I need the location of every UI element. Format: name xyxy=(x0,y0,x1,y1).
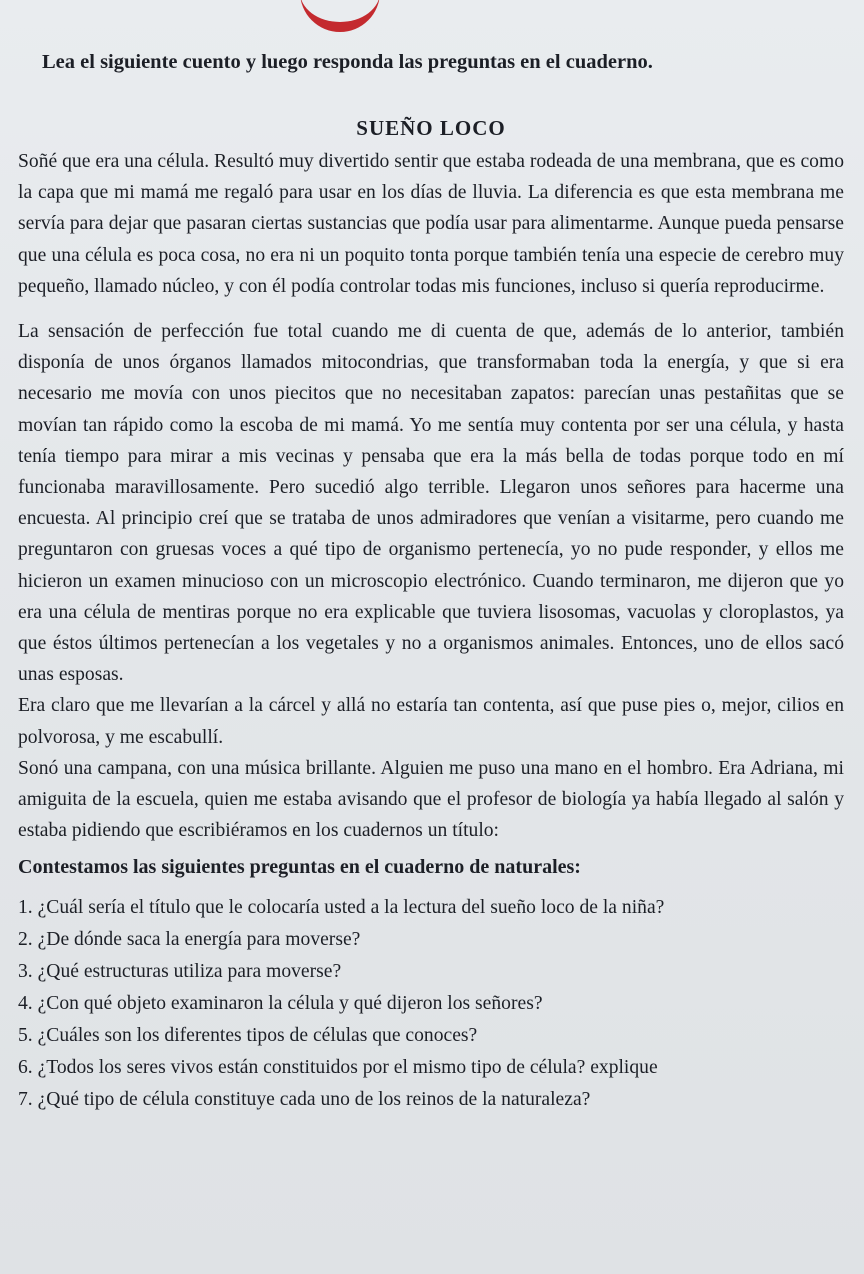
question-item-3: 3. ¿Qué estructuras utiliza para moverse? xyxy=(18,961,342,983)
question-item-5: 5. ¿Cuáles son los diferentes tipos de células que conoces? xyxy=(18,1025,478,1047)
question-item-1: 1. ¿Cuál sería el título que le colocaría usted a la lectura del sueño loco de la niña? xyxy=(18,897,665,919)
question-item-6: 6. ¿Todos los seres vivos están constituidos por el mismo tipo de célula? explique xyxy=(18,1057,658,1079)
story-paragraph-4: Sonó una campana, con una música brillante. Alguien me puso una mano en el hombro. Era Adriana, mi amiguita de la escuela, quien me estaba avisando que el profesor de biología ya había llegado al salón y estaba pidiendo que escribiéramos en los cuadernos un título: xyxy=(18,757,844,842)
instruction-text: Lea el siguiente cuento y luego responda las preguntas en el cuaderno. xyxy=(42,51,653,73)
red-corner-mark xyxy=(300,0,380,32)
story-paragraph-3: Era claro que me llevarían a la cárcel y allá no estaría tan contenta, así que puse pies o, mejor, cilios en polvorosa, y me escabullí. xyxy=(18,695,844,748)
question-item-4: 4. ¿Con qué objeto examinaron la célula y qué dijeron los señores? xyxy=(18,993,543,1015)
worksheet xyxy=(18,48,844,1116)
story-title: SUEÑO LOCO xyxy=(356,116,506,140)
question-item-7: 7. ¿Qué tipo de célula constituye cada uno de los reinos de la naturaleza? xyxy=(18,1089,591,1111)
questions-list xyxy=(18,892,844,1116)
question-item-2: 2. ¿De dónde saca la energía para moverse? xyxy=(18,929,361,951)
story-paragraph-2: La sensación de perfección fue total cuando me di cuenta de que, además de lo anterior, también disponía de unos órganos llamados mitocondrias, que transformaban toda la energía, y que si era necesario me movía con unos piecitos que no necesitaban zapatos: parecían unas pestañitas que se movían tan rápido como la escoba de mi mamá. Yo me sentía muy contenta por ser una célula, y hasta tenía tiempo para mirar a mis vecinas y pensaba que era la más bella de todas porque todo en mí funcionaba maravillosamente. Pero sucedió algo terrible. Llegaron unos señores para hacerme una encuesta. Al principio creí que se trataba de unos admiradores que venían a visitarme, pero cuando me preguntaron con gruesas voces a qué tipo de organismo pertenecía, yo no pude responder, y ellos me hicieron un examen minucioso con un microscopio electrónico. Cuando terminaron, me dijeron que yo era una célula de mentiras porque no era explicable que tuviera lisosomas, vacuolas y cloroplastos, ya que éstos últimos pertenecían a los vegetales y no a organismos animales. Entonces, uno de ellos sacó unas esposas. xyxy=(18,321,844,686)
story-paragraph-1: Soñé que era una célula. Resultó muy divertido sentir que estaba rodeada de una membrana, que es como la capa que mi mamá me regaló para usar en los días de lluvia. La diferencia es que esta membrana me servía para dejar que pasaran ciertas sustancias que podía usar para alimentarme. Aunque pueda pensarse que una célula es poca cosa, no era ni un poquito tonta porque también tenía una especie de cerebro muy pequeño, llamado núcleo, y con él podía controlar todas mis funciones, incluso si quería reproducirme. xyxy=(18,151,844,297)
questions-heading: Contestamos las siguientes preguntas en el cuaderno de naturales: xyxy=(18,856,581,879)
